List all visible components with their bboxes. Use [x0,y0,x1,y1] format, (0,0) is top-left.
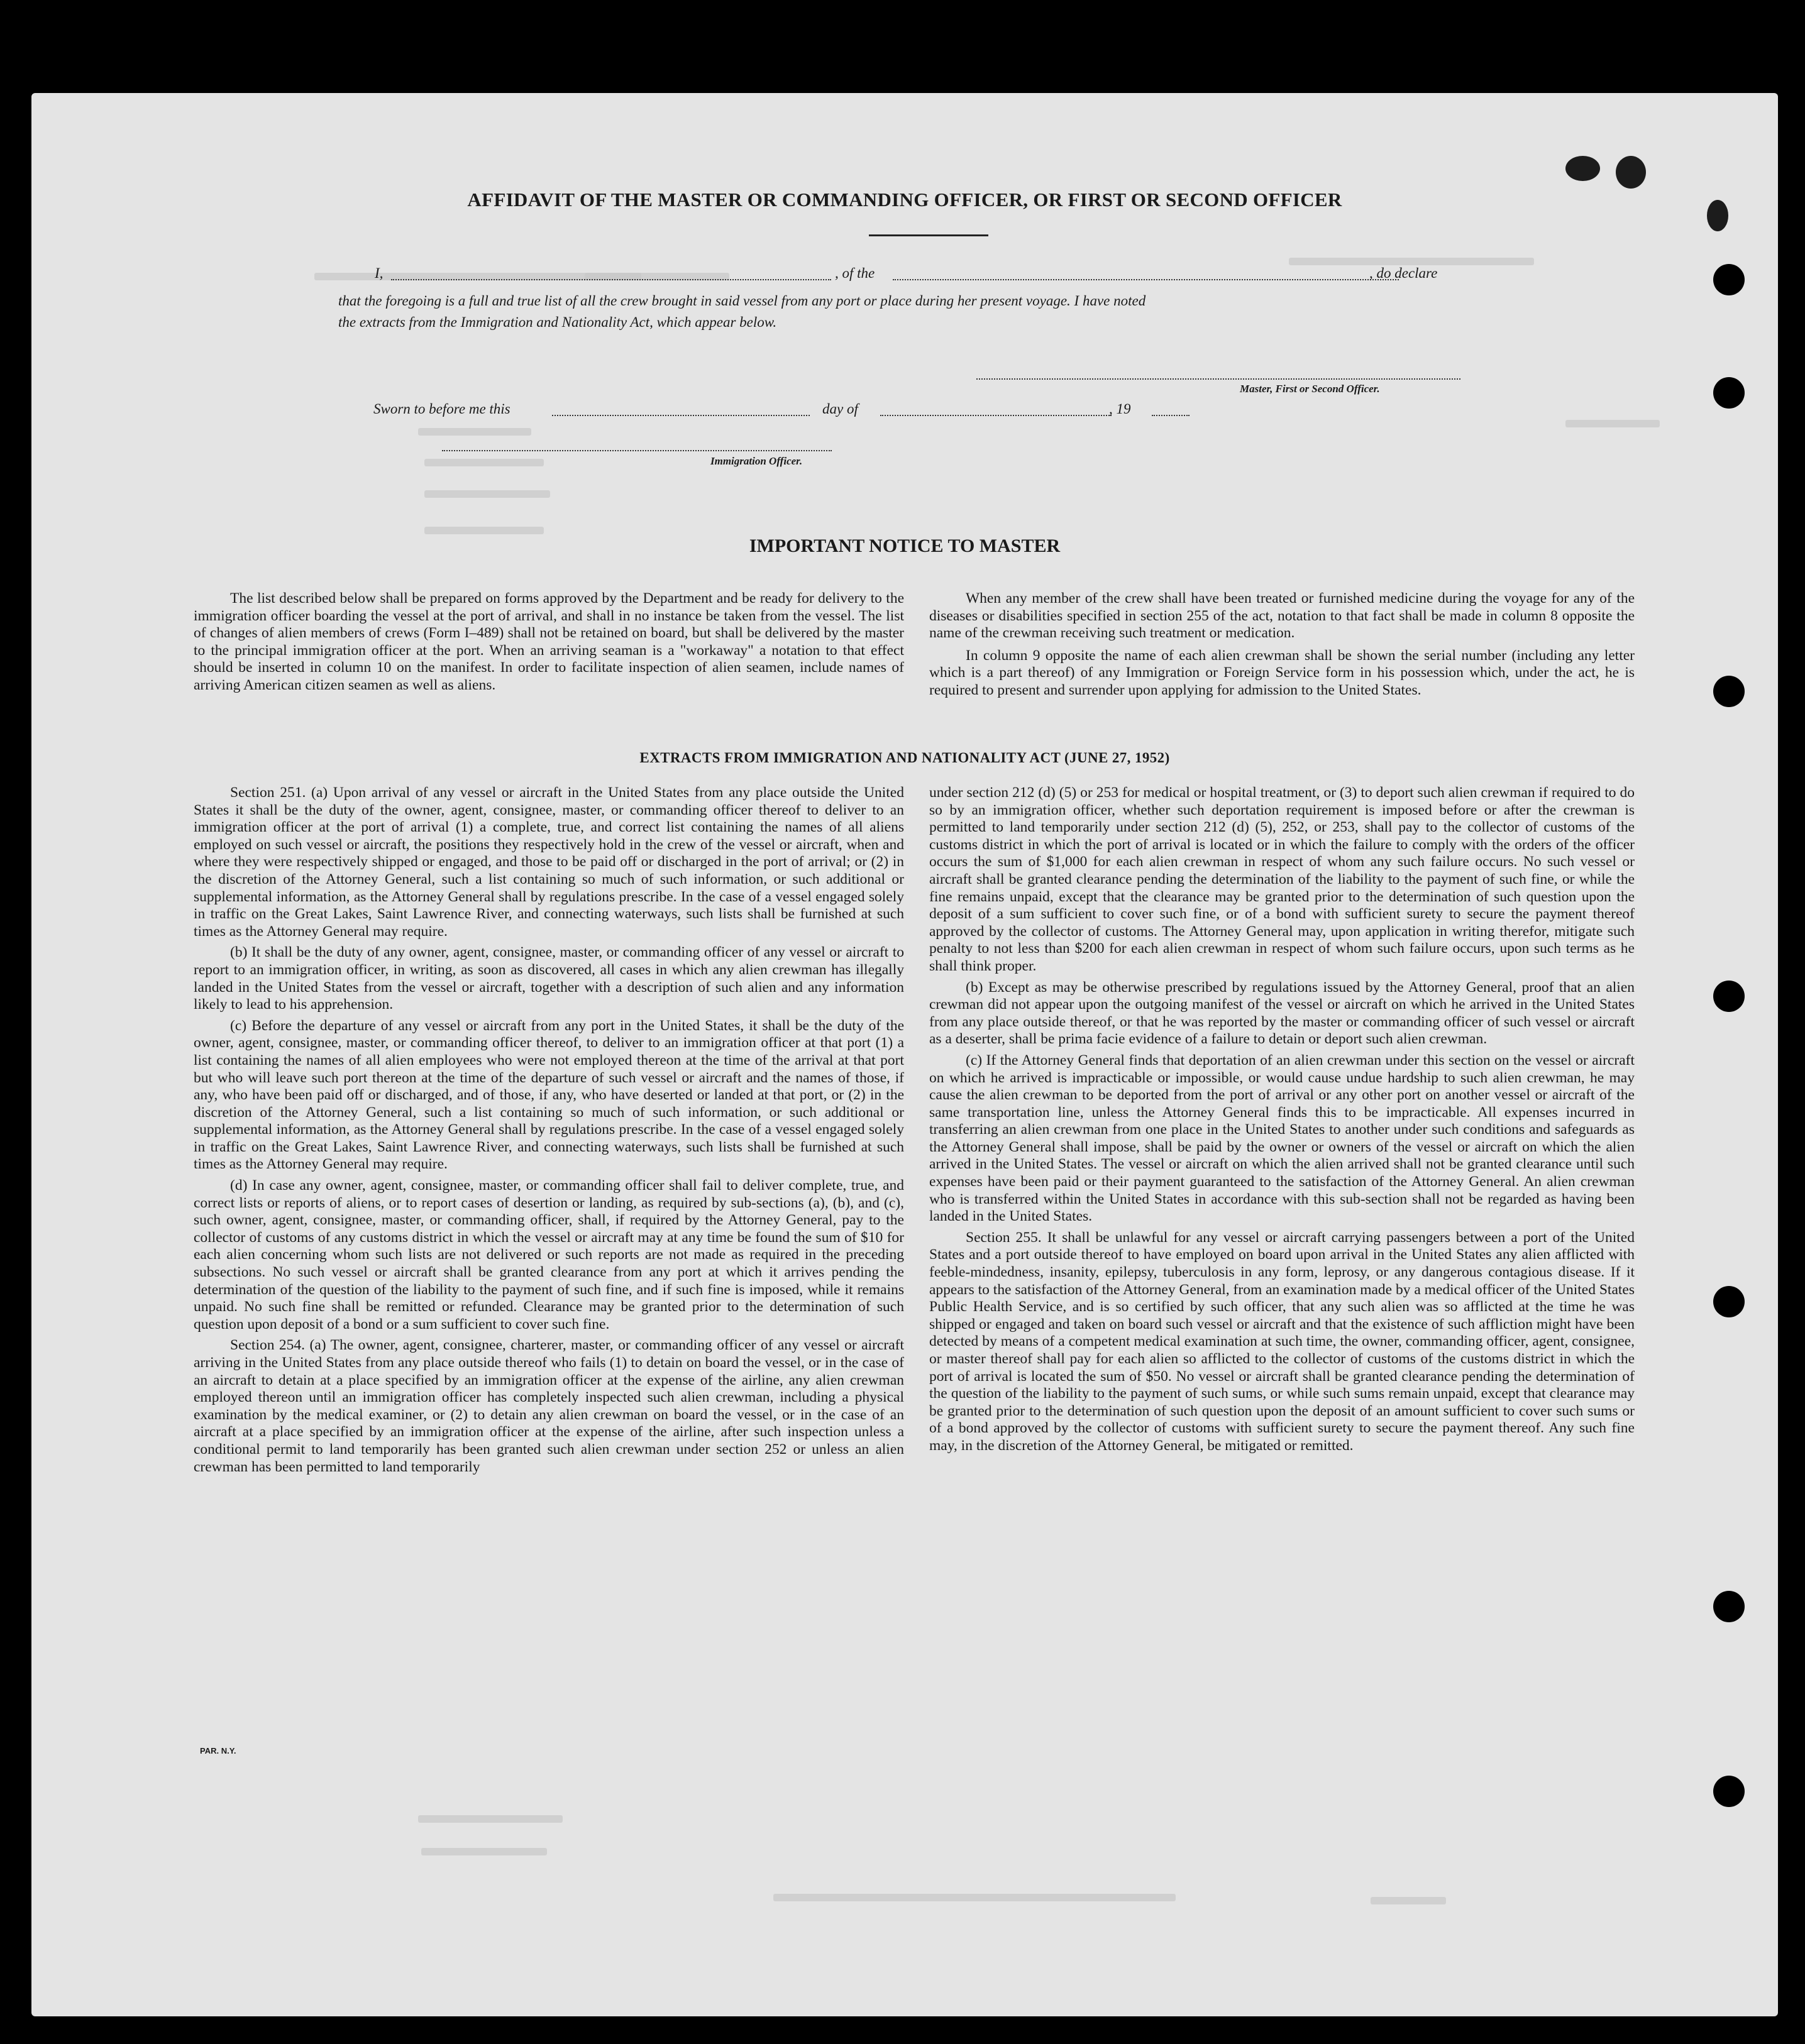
sworn-label: Sworn to before me this [373,401,511,417]
of-the-label: , of the [835,265,875,281]
sworn-day-blank [552,415,810,416]
name-blank-line [391,279,831,280]
act-section: (b) It shall be the duty of any owner, agent, consignee, master, or commanding officer of any vessel or aircraft to report to an immigration officer, in writing, as soon as discovered, all cases in which any alien crewman has illegally landed in the United States from the vessel or aircraft, together with a description of such alien and any information likely to lead to his apprehension. [194,944,904,1013]
punch-hole [1713,676,1745,707]
master-signature-caption: Master, First or Second Officer. [1240,383,1380,395]
immigration-officer-signature-line [442,450,832,451]
act-section: (b) Except as may be otherwise prescribed by regulations issued by the Attorney General, proof that an alien crewman did not appear upon the outgoing manifest of the vessel or aircraft on which he arrived in the United States from any place outside thereof, or that he was reported by the master or commanding officer of such vessel or aircraft as a deserter, shall be prima facie evidence of a failure to detain or deport such alien crewman. [929,979,1635,1048]
punch-hole [1713,1776,1745,1807]
sworn-year-blank [1152,415,1190,416]
punch-hole [1713,377,1745,409]
day-of-label: day of [822,401,858,417]
affidavit-title: AFFIDAVIT OF THE MASTER OR COMMANDING OFFICER, OR FIRST OR SECOND OFFICER [467,189,1342,211]
extracts-right-column [929,784,1635,1459]
notice-paragraph: When any member of the crew shall have been treated or furnished medicine during the voyage for any of the diseases or disabilities specified in section 255 of the act, notation to that fact shall be made in column 8 opposite the name of the crewman receiving such treatment or medication. [929,590,1635,642]
notice-title: IMPORTANT NOTICE TO MASTER [749,536,1061,556]
punch-hole [1713,1286,1745,1317]
ink-smudge [1616,156,1646,189]
declaration-line-2: the extracts from the Immigration and Nationality Act, which appear below. [338,314,777,330]
notice-left-column [194,590,904,698]
extracts-title: EXTRACTS FROM IMMIGRATION AND NATIONALITY ACT (JUNE 27, 1952) [639,750,1170,766]
act-section: Section 251. (a) Upon arrival of any vessel or aircraft in the United States from any place outside the United States it shall be the duty of the owner, agent, consignee, master, or commanding officer thereof to deliver to an immigration officer at the port of arrival (1) a complete, true, and correct list containing the names of all aliens employed on such vessel or aircraft, the positions they respectively hold in the crew of the vessel or aircraft, when and where they were respectively shipped or engaged, and those to be paid off or discharged in the port of arrival; or (2) in the discretion of the Attorney General, such a list containing so much of such information, or such additional or supplemental information, as the Attorney General shall by regulations prescribe. In the case of a vessel engaged solely in traffic on the Great Lakes, Saint Lawrence River, and connecting waterways, such lists shall be furnished at such times as the Attorney General may require. [194,784,904,940]
extracts-left-column [194,784,904,1480]
declaration-line-1: that the foregoing is a full and true list of all the crew brought in said vessel from any port or place during her present voyage. I have noted [338,293,1146,309]
act-section: (d) In case any owner, agent, consignee, master, or commanding officer shall fail to deliver complete, true, and correct lists or reports of aliens, or to report cases of desertion or landing, as required by sub-sections (a), (b), and (c), such owner, agent, consignee, master, or commanding officer, shall, if required by the Attorney General, pay to the collector of customs of any customs district in which the vessel or aircraft may at any time be found the sum of $10 for each alien concerning whom such lists are not delivered or such reports are not made as required in the preceding subsections. No such vessel or aircraft shall be granted clearance from any port at which it arrives pending the determination of the question of the liability to the payment of such fine, and if such fine is imposed, while it remains unpaid. No such fine shall be remitted or refunded. Clearance may be granted prior to the determination of such question upon deposit of a bond or a sum sufficient to cover such fine. [194,1177,904,1332]
i-label: I, [375,265,384,281]
punch-hole [1713,1591,1745,1622]
ink-smudge [1565,156,1600,181]
year-label: , 19 [1109,401,1131,417]
sworn-month-blank [880,415,1112,416]
do-declare-label: , do declare [1369,265,1438,281]
act-section: Section 255. It shall be unlawful for any vessel or aircraft carrying passengers between a port of the United States and a port outside thereof to have employed on board upon arrival in the United States any alien afflicted with feeble-mindedness, insanity, epilepsy, tuberculosis in any form, leprosy, or any dangerous contagious disease. If it appears to the satisfaction of the Attorney General, from an examination made by a medical officer of the United States Public Health Service, and is so certified by such officer, that any such alien was so afflicted at the time he was shipped or engaged and taken on board such vessel or aircraft and that the existence of such affliction might have been detected by means of a competent medical examination at such time, the owner, commanding officer, agent, consignee, or master thereof shall pay for each alien so afflicted to the collector of customs of the customs district in which the port of arrival is located the sum of $50. No vessel or aircraft shall be granted clearance pending the determination of the question of the liability to the payment of such sums, or while such sums remain unpaid, except that clearance may be granted prior to the determination of such question upon the deposit of an amount sufficient to cover such sums or of a bond approved by the collector of customs with sufficient surety to secure the payment thereof. Any such fine may, in the discretion of the Attorney General, be mitigated or remitted. [929,1229,1635,1454]
act-section: (c) Before the departure of any vessel or aircraft from any port in the United States, it shall be the duty of the owner, agent, consignee, master, or commanding officer thereof, to deliver to an immigration officer at that port (1) a list containing the names of all alien employees who were not employed thereon at the time of the arrival at that port but who will leave such port thereon at the time of the departure of such vessel or aircraft and the names of those, if any, who have been paid off or discharged, and of those, if any, who have deserted or landed at that port, or (2) in the discretion of the Attorney General, such a list containing so much of such information, or such additional or supplemental information, as the Attorney General shall by regulations prescribe. In the case of a vessel engaged solely in traffic on the Great Lakes, Saint Lawrence River, and connecting waterways, such lists shall be furnished at such times as the Attorney General may require. [194,1017,904,1173]
act-section-continuation: under section 212 (d) (5) or 253 for medical or hospital treatment, or (3) to deport such alien crewman if required to do so by an immigration officer, whether such deportation requirement is imposed before or after the crewman is permitted to land temporarily under section 212 (d) (5), 252, or 253, shall pay to the collector of customs of the customs district in which the port of arrival is located or in which the failure to comply with the orders of the officer occurs the sum of $1,000 for each alien crewman in respect of whom any such failure occurs. No such vessel or aircraft shall be granted clearance pending the determination of the liability to the payment of such fine, or while the fine remains unpaid, except that the clearance may be granted prior to the determination of such question upon the deposit of a sum sufficient to cover such fine, or of a bond with sufficient surety to secure the payment thereof approved by the collector of customs. The Attorney General may, upon application in writing therefor, mitigate such penalty to not less than $200 for each alien crewman in respect of whom such failure occurs, upon such terms as he shall think proper. [929,784,1635,974]
punch-hole [1713,981,1745,1012]
notice-paragraph: In column 9 opposite the name of each alien crewman shall be shown the serial number (including any letter which is a part thereof) of any Immigration or Foreign Service form in his possession which, under the act, he is required to present and surrender upon applying for admission to the United States. [929,647,1635,698]
vessel-blank-line [893,279,1399,280]
immigration-officer-caption: Immigration Officer. [710,455,803,467]
act-section: Section 254. (a) The owner, agent, consignee, charterer, master, or commanding officer of any vessel or aircraft arriving in the United States from any place outside thereof who fails (1) to detain on board the vessel, or in the case of an aircraft to detain at a place specified by an immigration officer at the expense of the airline, any alien crewman employed thereon until an immigration officer has completely inspected such alien crewman, including a physical examination by the medical examiner, or (2) to detain any alien crewman on board the vessel, or in the case of an aircraft at a place specified by an immigration officer at the expense of the airline, after such inspection unless a conditional permit to land temporarily has been granted such alien crewman under section 252 or unless an alien crewman has been permitted to land temporarily [194,1337,904,1475]
act-section: (c) If the Attorney General finds that deportation of an alien crewman under this section on the vessel or aircraft on which he arrived is impracticable or impossible, or would cause undue hardship to such alien crewman, he may cause the alien crewman to be deported from the port of arrival or any other port on another vessel or aircraft of the same transportation line, unless the Attorney General finds this to be impracticable. All expenses incurred in transferring an alien crewman from one place in the United States to another under such conditions and safeguards as the Attorney General shall impose, shall be paid by the owner or owners of the vessel or aircraft on which the alien arrived in the United States. The vessel or aircraft on which the alien arrived shall not be granted clearance until such expenses have been paid or their payment guaranteed to the satisfaction of the Attorney General. An alien crewman who is transferred within the United States in accordance with this sub-section shall not be regarded as having been landed in the United States. [929,1052,1635,1225]
punch-hole [1713,264,1745,295]
notice-paragraph: The list described below shall be prepared on forms approved by the Department and be ready for delivery to the immigration officer boarding the vessel at the port of arrival, and shall in no instance be taken from the vessel. The list of changes of alien members of crews (Form I–489) shall not be retained on board, but shall be delivered by the master to the principal immigration officer at the port. When an arriving seaman is a "workaway" a notation to that effect should be inserted in column 10 on the manifest. In order to facilitate inspection of alien seamen, include names of arriving American citizen seamen as well as aliens. [194,590,904,693]
document-page [31,93,1778,2016]
title-divider [869,234,988,236]
notice-right-column [929,590,1635,703]
printer-mark: PAR. N.Y. [200,1746,236,1756]
master-signature-line [976,378,1460,380]
